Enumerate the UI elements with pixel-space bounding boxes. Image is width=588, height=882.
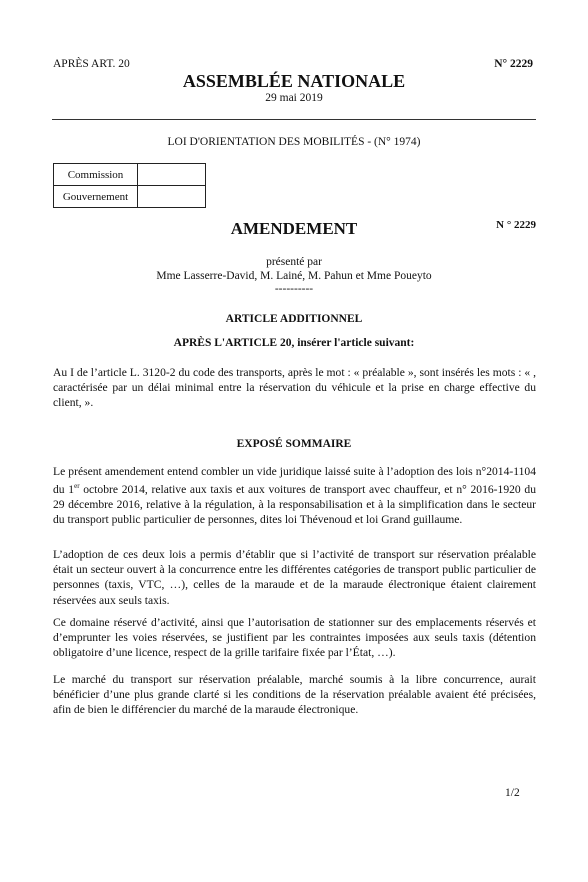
stage-value xyxy=(138,164,206,186)
bill-title: LOI D'ORIENTATION DES MOBILITÉS - (N° 1974) xyxy=(167,136,421,148)
presented-by: présenté par xyxy=(266,256,322,268)
assembly-title: ASSEMBLÉE NATIONALE xyxy=(182,71,406,91)
amendment-number: N ° 2229 xyxy=(496,219,536,231)
amendment-number-top: N° 2229 xyxy=(494,58,533,70)
expose-paragraph-4: Le marché du transport sur réservation préalable, marché soumis à la libre concurrence, aurait bénéficier d’une plus grande clarté si les conditions de la réservation préalable avaient été précisées, afin de bien le différencier du marché de la maraude électronique. xyxy=(53,673,536,717)
document-date: 29 mai 2019 xyxy=(265,92,323,104)
article-text: Au I de l’article L. 3120-2 du code des transports, après le mot : « préalable », sont insérés les mots : « , caractérisée par un délai minimal entre la réservation du véhicule et la prise en charge effective du client, ». xyxy=(53,366,536,410)
after-article-label: APRÈS ART. 20 xyxy=(53,58,130,70)
stage-label: Commission xyxy=(54,164,138,186)
stage-label: Gouvernement xyxy=(54,186,138,208)
expose-paragraph-3: Ce domaine réservé d’activité, ainsi que l’autorisation de stationner sur des emplacements réservés et d’emprunter les voies réservées, se justifient par les contraintes imposées aux seuls taxis (détention obligatoire d’une licence, respect de la grille tarifaire fixée par l’État, …). xyxy=(53,616,536,660)
separator: ---------- xyxy=(274,283,314,295)
stage-table xyxy=(53,163,206,208)
header-divider xyxy=(52,119,536,120)
amendment-title: AMENDEMENT xyxy=(230,219,358,238)
page-number: 1/2 xyxy=(505,787,520,799)
expose-heading: EXPOSÉ SOMMAIRE xyxy=(236,438,352,450)
superscript-er: er xyxy=(74,482,80,491)
stage-row-gouvernement xyxy=(54,186,206,208)
expose-paragraph-1-end: octobre 2014, relative aux taxis et aux voitures de transport avec chauffeur, et n° 2016-1920 du 29 décembre 2016, relative à la régulation, à la responsabilisation et à la simplification dans le secteur du transport public particulier de personnes, dites loi Thévenoud et loi Grand guillaume. xyxy=(53,483,536,527)
stage-value xyxy=(138,186,206,208)
authors: Mme Lasserre-David, M. Lainé, M. Pahun et Mme Poueyto xyxy=(156,270,432,282)
expose-paragraph-1-start: Le présent amendement entend combler un vide juridique laissé suite à l’adoption des lois n°2014-1104 du 1 xyxy=(53,465,536,497)
article-instruction: APRÈS L'ARTICLE 20, insérer l'article suivant: xyxy=(173,337,415,349)
stage-row-commission xyxy=(54,164,206,186)
expose-paragraph-1 xyxy=(53,464,536,528)
expose-paragraph-2: L’adoption de ces deux lois a permis d’établir que si l’activité de transport sur réservation préalable était un secteur ouvert à la concurrence entre les différentes catégories de transport public particulier de personnes (taxis, VTC, …), celles de la maraude et de la maraude électronique étaient clairement réservées aux seuls taxis. xyxy=(53,548,536,607)
article-heading: ARTICLE ADDITIONNEL xyxy=(225,313,363,325)
